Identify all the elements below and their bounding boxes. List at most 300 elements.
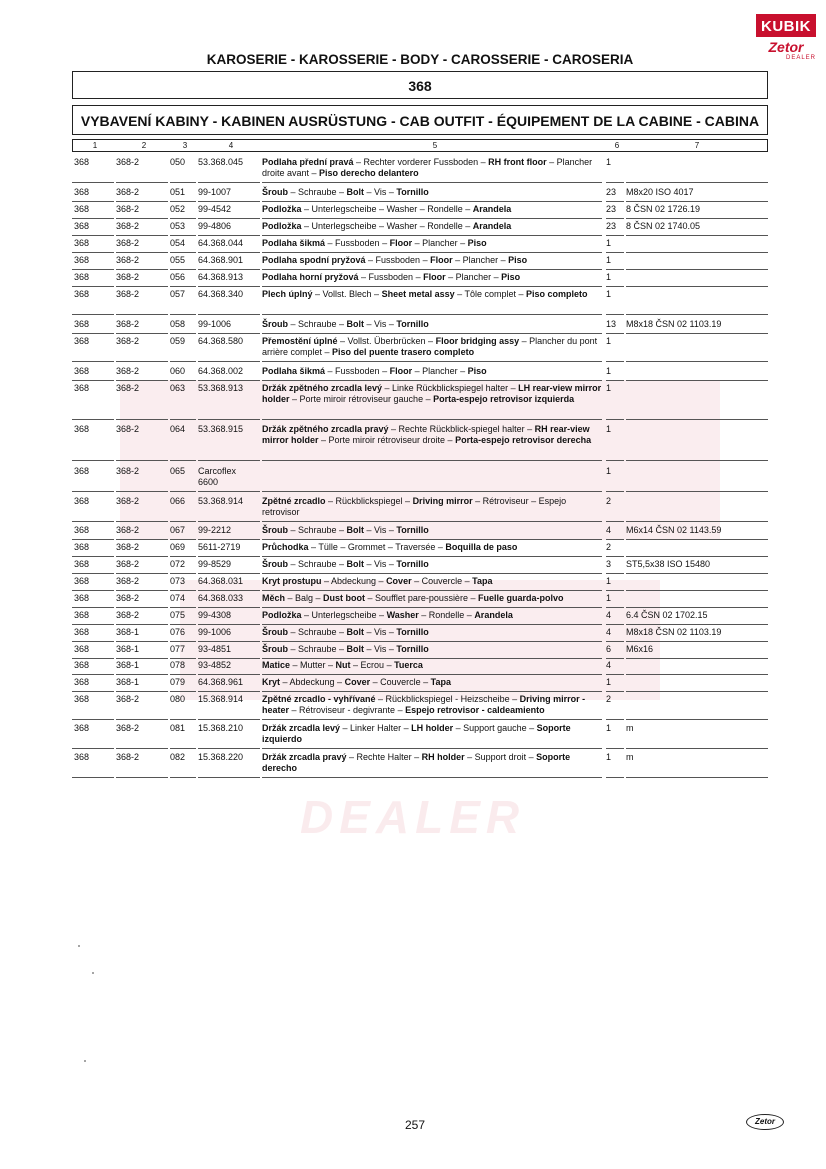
cell-description (262, 187, 602, 198)
description-part: Držák zpětného zrcadla pravý (262, 424, 389, 434)
column-7: 7 (694, 141, 700, 150)
row-underline (606, 182, 624, 183)
description-part: Šroub (262, 627, 288, 637)
description-part: – Soufflet pare-poussière – (365, 593, 478, 603)
description-part: – Fussboden – (365, 255, 431, 265)
cell-c3: 053 (170, 221, 186, 231)
row-underline (606, 286, 624, 287)
cell-description (262, 610, 602, 621)
row-underline (626, 460, 768, 461)
cell-c7: m (626, 723, 634, 733)
cell-description (262, 752, 602, 774)
description-part: – Vollst. Überbrücken – (337, 336, 436, 346)
cell-description (262, 238, 602, 249)
description-part: Držák zrcadla pravý (262, 752, 347, 762)
cell-c6: 1 (606, 723, 612, 733)
description-part: Zpětné zrcadlo - vyhřívané (262, 694, 376, 704)
row-underline (72, 201, 114, 202)
cell-c6: 3 (606, 559, 612, 569)
description-part: Piso derecho delantero (319, 168, 419, 178)
cell-c3: 067 (170, 525, 186, 535)
row-underline (626, 380, 768, 381)
description-part: – Rondelle – (418, 610, 475, 620)
description-part: – Schraube – (288, 559, 347, 569)
cell-description (262, 694, 602, 716)
table-row (72, 157, 768, 181)
row-underline (606, 269, 624, 270)
row-underline (606, 521, 624, 522)
cell-c1: 368 (74, 525, 90, 535)
description-part: – Abdeckung – (321, 576, 387, 586)
column-2: 2 (141, 141, 147, 150)
description-part: Driving mirror - heater (262, 694, 586, 715)
cell-c4: 5611-2719 (198, 542, 241, 552)
row-underline (262, 691, 602, 692)
row-underline (262, 286, 602, 287)
cell-c4: 99-4806 (198, 221, 232, 231)
description-part: LH rear-view mirror holder (262, 383, 602, 404)
cell-c6: 1 (606, 677, 612, 687)
cell-c4: 99-1006 (198, 627, 232, 637)
row-underline (626, 777, 768, 778)
row-underline (116, 218, 168, 219)
group-title: VYBAVENÍ KABINY - KABINEN AUSRÜSTUNG - CAB OUTFIT - ÉQUIPEMENT DE LA CABINE - CABINA (72, 105, 768, 135)
speck (78, 945, 80, 947)
cell-c4: 15.368.914 (198, 694, 244, 704)
cell-c2: 368-1 (116, 660, 140, 670)
description-part: Tornillo (396, 525, 429, 535)
cell-c1: 368 (74, 272, 90, 282)
row-underline (262, 607, 602, 608)
column-5: 5 (432, 141, 438, 150)
row-underline (72, 286, 114, 287)
row-underline (170, 539, 196, 540)
cell-c3: 080 (170, 694, 186, 704)
row-underline (198, 182, 260, 183)
row-underline (626, 607, 768, 608)
row-underline (72, 658, 114, 659)
row-underline (606, 658, 624, 659)
row-underline (198, 491, 260, 492)
row-underline (198, 539, 260, 540)
row-underline (198, 286, 260, 287)
description-part: – Rückblickspiegel - Heizscheibe – (375, 694, 520, 704)
cell-description (262, 366, 602, 377)
cell-c7: 8 ČSN 02 1740.05 (626, 221, 701, 231)
row-underline (72, 269, 114, 270)
cell-c2: 368-1 (116, 677, 140, 687)
group-number: 368 (72, 71, 768, 99)
description-part: Porta-espejo retrovisor izquierda (433, 394, 575, 404)
description-part: – Fussboden – (358, 272, 424, 282)
description-part: Piso (467, 238, 487, 248)
description-part: Washer (386, 610, 419, 620)
cell-c3: 073 (170, 576, 186, 586)
description-part: Tornillo (396, 319, 429, 329)
row-underline (198, 521, 260, 522)
cell-c6: 1 (606, 752, 612, 762)
cell-c4: 53.368.913 (198, 383, 244, 393)
cell-c2: 368-2 (116, 319, 140, 329)
row-underline (626, 314, 768, 315)
row-underline (262, 269, 602, 270)
cell-c2: 368-2 (116, 466, 140, 476)
row-underline (606, 607, 624, 608)
row-underline (198, 624, 260, 625)
cell-c3: 050 (170, 157, 186, 167)
cell-description (262, 644, 602, 655)
row-underline (198, 314, 260, 315)
row-underline (262, 624, 602, 625)
description-part: Podlaha šikmá (262, 238, 326, 248)
cell-c3: 054 (170, 238, 186, 248)
cell-c2: 368-2 (116, 366, 140, 376)
cell-c1: 368 (74, 559, 90, 569)
row-underline (262, 380, 602, 381)
cell-description (262, 157, 602, 179)
row-underline (116, 777, 168, 778)
cell-c2: 368-2 (116, 204, 140, 214)
row-underline (116, 674, 168, 675)
description-part: – Unterlegscheibe – Washer – Rondelle – (301, 204, 473, 214)
description-part: Tornillo (396, 627, 429, 637)
row-underline (116, 252, 168, 253)
row-underline (606, 380, 624, 381)
row-underline (170, 556, 196, 557)
row-underline (626, 539, 768, 540)
row-underline (262, 777, 602, 778)
row-underline (198, 460, 260, 461)
cell-c2: 368-2 (116, 559, 140, 569)
row-underline (198, 218, 260, 219)
row-underline (262, 419, 602, 420)
cell-c4: 64.368.031 (198, 576, 244, 586)
cell-c4: 93-4852 (198, 660, 232, 670)
row-underline (116, 521, 168, 522)
cell-description (262, 677, 602, 688)
row-underline (116, 333, 168, 334)
cell-c4: 99-4542 (198, 204, 232, 214)
cell-c6: 4 (606, 525, 612, 535)
row-underline (606, 235, 624, 236)
cell-c2: 368-2 (116, 272, 140, 282)
description-part: Měch (262, 593, 286, 603)
row-underline (606, 719, 624, 720)
row-underline (116, 201, 168, 202)
cell-c2: 368-2 (116, 383, 140, 393)
row-underline (116, 573, 168, 574)
cell-c1: 368 (74, 593, 90, 603)
cell-c3: 056 (170, 272, 186, 282)
description-part: Podlaha šikmá (262, 366, 326, 376)
description-part: Floor (389, 366, 413, 376)
column-1: 1 (92, 141, 98, 150)
row-underline (626, 691, 768, 692)
cell-description (262, 336, 602, 358)
row-underline (72, 674, 114, 675)
description-part: Espejo retrovisor - caldeamiento (405, 705, 545, 715)
cell-c6: 4 (606, 627, 612, 637)
row-underline (606, 419, 624, 420)
row-underline (72, 380, 114, 381)
cell-description (262, 525, 602, 536)
row-underline (198, 641, 260, 642)
row-underline (626, 573, 768, 574)
table-row (72, 576, 768, 589)
cell-c7: 8 ČSN 02 1726.19 (626, 204, 701, 214)
description-part: – Vollst. Blech – (312, 289, 382, 299)
cell-c2: 368-2 (116, 289, 140, 299)
table-row (72, 677, 768, 690)
description-part: – Schraube – (288, 644, 347, 654)
description-part: – Support gauche – (453, 723, 537, 733)
cell-c3: 057 (170, 289, 186, 299)
row-underline (198, 674, 260, 675)
description-part: Tornillo (396, 644, 429, 654)
row-underline (606, 691, 624, 692)
row-underline (72, 719, 114, 720)
description-part: Porta-espejo retrovisor derecha (455, 435, 592, 445)
cell-c6: 23 (606, 221, 617, 231)
cell-c4: 99-8529 (198, 559, 232, 569)
cell-c6: 1 (606, 157, 612, 167)
description-part: Bolt (346, 644, 365, 654)
row-underline (170, 314, 196, 315)
description-part: – Couvercle – (411, 576, 473, 586)
row-underline (262, 314, 602, 315)
row-underline (72, 748, 114, 749)
description-part: Tornillo (396, 187, 429, 197)
cell-c7: m (626, 752, 634, 762)
description-part: Šroub (262, 525, 288, 535)
cell-c4: 15.368.210 (198, 723, 244, 733)
description-part: Piso (501, 272, 521, 282)
row-underline (116, 419, 168, 420)
cell-c1: 368 (74, 289, 90, 299)
table-row (72, 660, 768, 673)
cell-c1: 368 (74, 496, 90, 506)
cell-c7: 6.4 ČSN 02 1702.15 (626, 610, 708, 620)
row-underline (170, 607, 196, 608)
row-underline (606, 777, 624, 778)
row-underline (170, 333, 196, 334)
cell-c2: 368-2 (116, 496, 140, 506)
cell-c6: 13 (606, 319, 617, 329)
row-underline (198, 556, 260, 557)
description-part: Šroub (262, 187, 288, 197)
cell-c3: 051 (170, 187, 186, 197)
description-part: Držák zrcadla levý (262, 723, 341, 733)
row-underline (170, 235, 196, 236)
cell-c2: 368-2 (116, 694, 140, 704)
speck (84, 1060, 86, 1062)
description-part: – Fussboden – (325, 366, 390, 376)
row-underline (262, 719, 602, 720)
row-underline (198, 573, 260, 574)
cell-c4: 53.368.045 (198, 157, 244, 167)
cell-c2: 368-1 (116, 627, 140, 637)
row-underline (72, 491, 114, 492)
row-underline (606, 573, 624, 574)
cell-c3: 078 (170, 660, 186, 670)
description-part: RH front floor (488, 157, 547, 167)
row-underline (606, 641, 624, 642)
description-part: Piso (467, 366, 487, 376)
row-underline (606, 252, 624, 253)
cell-c4: 93-4851 (198, 644, 232, 654)
kubik-zetor-logo (756, 14, 816, 66)
cell-c2: 368-2 (116, 238, 140, 248)
table-row (72, 336, 768, 360)
column-header-row (72, 139, 768, 152)
row-underline (72, 573, 114, 574)
table-row (72, 610, 768, 623)
cell-description (262, 424, 602, 446)
row-underline (626, 590, 768, 591)
cell-c3: 072 (170, 559, 186, 569)
cell-c3: 069 (170, 542, 186, 552)
row-underline (606, 201, 624, 202)
cell-c2: 368-2 (116, 336, 140, 346)
description-part: Arandela (472, 204, 512, 214)
cell-c3: 074 (170, 593, 186, 603)
cell-c6: 1 (606, 466, 612, 476)
row-underline (606, 674, 624, 675)
row-underline (626, 624, 768, 625)
description-part: – Plancher – (412, 366, 468, 376)
cell-c4: 64.368.580 (198, 336, 244, 346)
description-part: – Balg – (285, 593, 324, 603)
row-underline (72, 590, 114, 591)
description-part: Boquilla de paso (445, 542, 518, 552)
description-part: Arandela (472, 221, 512, 231)
cell-c3: 063 (170, 383, 186, 393)
cell-c4: 99-4308 (198, 610, 232, 620)
row-underline (626, 201, 768, 202)
cell-c1: 368 (74, 366, 90, 376)
description-part: Driving mirror (412, 496, 473, 506)
description-part: Floor (423, 272, 446, 282)
row-underline (626, 252, 768, 253)
row-underline (170, 748, 196, 749)
row-underline (116, 607, 168, 608)
row-underline (198, 590, 260, 591)
row-underline (72, 218, 114, 219)
row-underline (72, 691, 114, 692)
description-part: Piso completo (525, 289, 588, 299)
row-underline (262, 590, 602, 591)
cell-c1: 368 (74, 157, 90, 167)
cell-c3: 081 (170, 723, 186, 733)
cell-c4: 64.368.340 (198, 289, 244, 299)
cell-c1: 368 (74, 542, 90, 552)
row-underline (116, 314, 168, 315)
description-part: RH rear-view mirror holder (262, 424, 590, 445)
row-underline (262, 182, 602, 183)
cell-c2: 368-2 (116, 576, 140, 586)
row-underline (116, 269, 168, 270)
description-part: Sheet metal assy (381, 289, 455, 299)
row-underline (626, 269, 768, 270)
row-underline (262, 235, 602, 236)
description-part: – Vis – (364, 644, 397, 654)
cell-c3: 059 (170, 336, 186, 346)
row-underline (116, 361, 168, 362)
description-part: Podložka (262, 610, 302, 620)
description-part: Bolt (346, 627, 365, 637)
row-underline (170, 691, 196, 692)
description-part: – Plancher – (452, 255, 509, 265)
row-underline (116, 380, 168, 381)
table-row (72, 644, 768, 657)
description-part: – Schraube – (288, 187, 347, 197)
table-row (72, 559, 768, 572)
cell-c1: 368 (74, 694, 90, 704)
description-part: Průchodka (262, 542, 309, 552)
row-underline (170, 182, 196, 183)
cell-c6: 1 (606, 272, 612, 282)
row-underline (626, 674, 768, 675)
row-underline (170, 521, 196, 522)
cell-c2: 368-2 (116, 221, 140, 231)
row-underline (72, 539, 114, 540)
description-part: – Vis – (364, 525, 397, 535)
table-row (72, 187, 768, 200)
table-row (72, 383, 768, 418)
row-underline (116, 556, 168, 557)
row-underline (262, 641, 602, 642)
cell-c4: 99-1006 (198, 319, 232, 329)
description-part: – Vis – (364, 319, 397, 329)
speck (92, 972, 94, 974)
row-underline (626, 286, 768, 287)
description-part: – Linke Rückblickspiegel halter – (382, 383, 519, 393)
cell-c4: Carcoflex 6600 (198, 466, 237, 487)
row-underline (262, 252, 602, 253)
row-underline (626, 556, 768, 557)
cell-c3: 082 (170, 752, 186, 762)
row-underline (606, 314, 624, 315)
table-row (72, 289, 768, 313)
row-underline (198, 658, 260, 659)
row-underline (198, 719, 260, 720)
row-underline (170, 491, 196, 492)
row-underline (606, 624, 624, 625)
row-underline (116, 590, 168, 591)
cell-c6: 1 (606, 255, 612, 265)
cell-c4: 99-2212 (198, 525, 232, 535)
cell-c1: 368 (74, 424, 90, 434)
cell-c3: 058 (170, 319, 186, 329)
cell-description (262, 593, 602, 604)
description-part: Soporte derecho (262, 752, 571, 773)
cell-c7: M8x18 ČSN 02 1103.19 (626, 319, 722, 329)
description-part: – Vis – (364, 559, 397, 569)
cell-c1: 368 (74, 752, 90, 762)
cell-c2: 368-2 (116, 593, 140, 603)
row-underline (170, 658, 196, 659)
cell-c2: 368-1 (116, 644, 140, 654)
row-underline (170, 674, 196, 675)
description-part: – Vis – (364, 627, 397, 637)
row-underline (606, 556, 624, 557)
cell-c6: 2 (606, 694, 612, 704)
row-underline (116, 719, 168, 720)
row-underline (116, 691, 168, 692)
table-row (72, 204, 768, 217)
cell-c4: 64.368.044 (198, 238, 244, 248)
cell-description (262, 204, 602, 215)
